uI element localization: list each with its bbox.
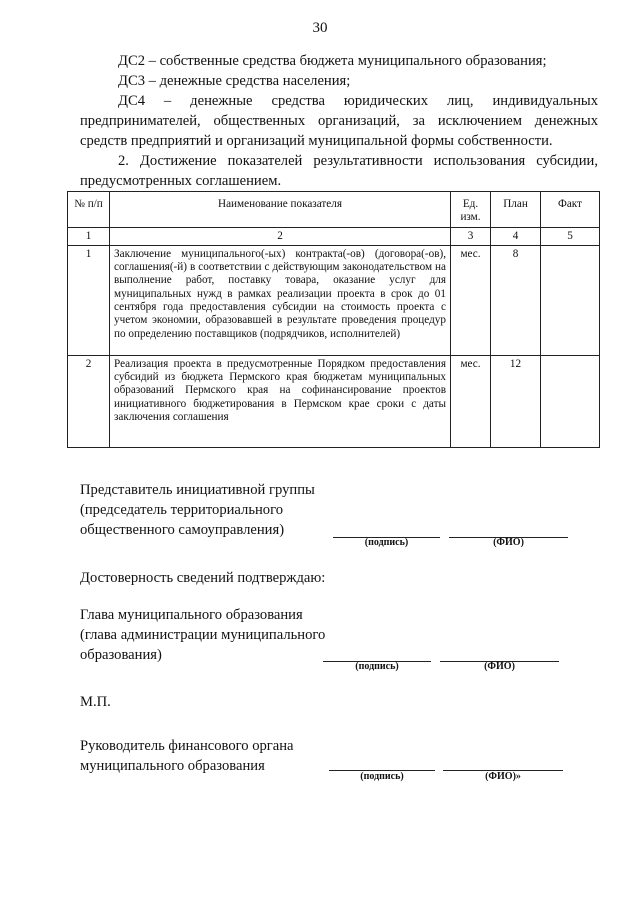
row-plan: 8	[491, 245, 541, 355]
page-number: 30	[312, 20, 328, 36]
numbering-cell: 4	[491, 227, 541, 245]
head-signature-caption: (подпись)	[355, 661, 399, 672]
row-unit: мес.	[451, 245, 491, 355]
paragraph-ds4-line3: средств предприятий и организаций муниципальной формы собственности.	[80, 133, 553, 149]
paragraph-ds4-line2: предпринимателей, общественных организаций, за исключением денежных	[80, 113, 598, 129]
paragraph-item2-line1: 2. Достижение показателей результативности использования субсидии,	[118, 153, 598, 169]
rep-signature-caption: (подпись)	[364, 537, 409, 548]
fin-fio-caption: (ФИО)»	[485, 771, 521, 782]
head-label-line3: образования)	[80, 647, 162, 663]
confirm-text: Достоверность сведений подтверждаю:	[80, 570, 326, 586]
row-indicator-name: Заключение муниципального(-ых) контракта(-ов) (договора(-ов), соглашения(-й) в соответствии с действующим законодательством на выполнение работ, поставку товара, оказание услуг для муниципальных нужд в рамках реализации проекта в срок до 01 сентября года предоставления субсидии на стоимость проекта с учетом экономии, образовавшей в результате проведения процедур по определению поставщиков (подрядчиков, исполнителей)	[110, 245, 451, 355]
numbering-cell: 2	[110, 227, 451, 245]
head-label-line1: Глава муниципального образования	[80, 607, 303, 623]
row-indicator-name: Реализация проекта в предусмотренные Порядком предоставления субсидий из бюджета Пермского края бюджетам муниципальных образований Пермского края на софинансирование проектов инициативного бюджетирования в Пермском крае сроки с даты заключения соглашения	[110, 355, 451, 447]
header-fact: Факт	[541, 192, 600, 228]
row-fact	[541, 245, 600, 355]
rep-label-line3: общественного самоуправления)	[80, 522, 285, 538]
stamp-place: М.П.	[80, 694, 111, 710]
header-unit: Ед. изм.	[451, 192, 491, 228]
rep-label-line1: Представитель инициативной группы	[80, 482, 315, 498]
table-header-row	[68, 192, 600, 228]
paragraph-item2-line2: предусмотренных соглашением.	[80, 173, 282, 189]
numbering-cell: 3	[451, 227, 491, 245]
row-unit: мес.	[451, 355, 491, 447]
indicators-table	[67, 191, 600, 448]
paragraph-ds3: ДС3 – денежные средства населения;	[118, 73, 351, 89]
header-plan: План	[491, 192, 541, 228]
fin-label-line1: Руководитель финансового органа	[80, 738, 294, 754]
head-label-line2: (глава администрации муниципального	[80, 627, 326, 643]
numbering-cell: 5	[541, 227, 600, 245]
numbering-cell: 1	[68, 227, 110, 245]
header-number: № п/п	[68, 192, 110, 228]
header-indicator-name: Наименование показателя	[110, 192, 451, 228]
row-number: 2	[68, 355, 110, 447]
head-fio-caption: (ФИО)	[484, 661, 515, 672]
paragraph-ds4-line1: ДС4 – денежные средства юридических лиц, индивидуальных	[118, 93, 598, 109]
fin-label-line2: муниципального образования	[80, 758, 265, 774]
rep-label-line2: (председатель территориального	[80, 502, 284, 518]
rep-fio-caption: (ФИО)	[493, 537, 524, 548]
row-fact	[541, 355, 600, 447]
table-row	[68, 245, 600, 355]
paragraph-ds2: ДС2 – собственные средства бюджета муниципального образования;	[118, 53, 547, 69]
table-row	[68, 355, 600, 447]
table-numbering-row	[68, 227, 600, 245]
fin-signature-caption: (подпись)	[360, 771, 404, 782]
row-number: 1	[68, 245, 110, 355]
row-plan: 12	[491, 355, 541, 447]
